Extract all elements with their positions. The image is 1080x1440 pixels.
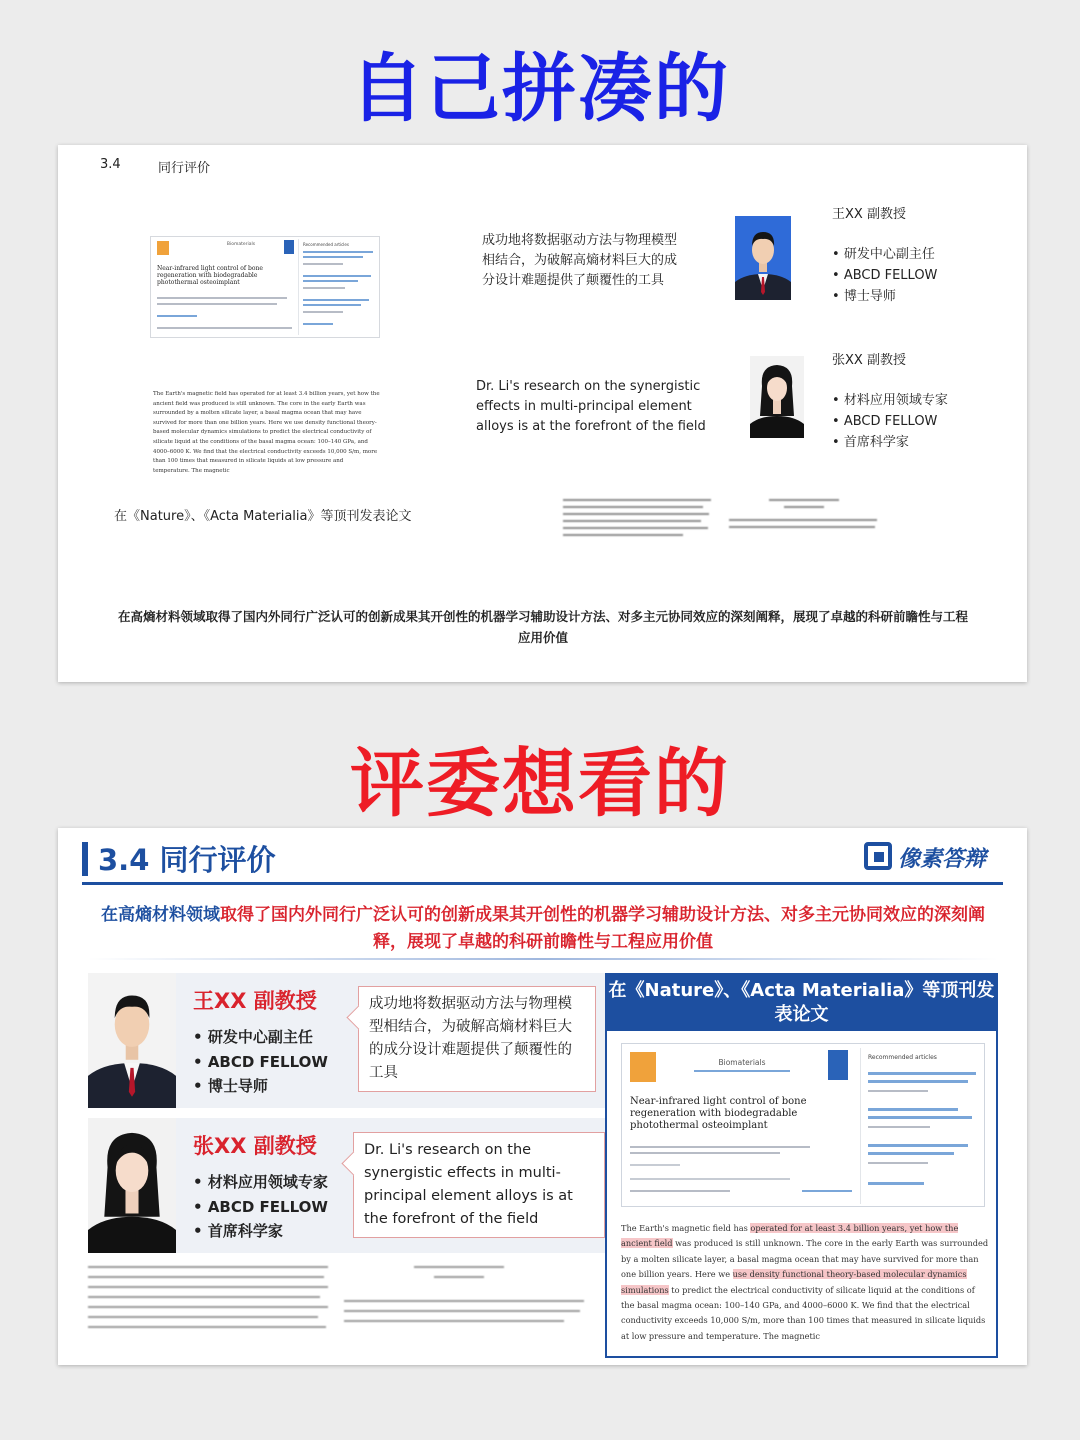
avatar-male <box>735 216 791 300</box>
slide-before <box>58 145 1027 682</box>
person1-role: • ABCD FELLOW <box>832 265 937 286</box>
highlight-part2: 取得了国内外同行广泛认可的创新成果其开创性的机器学习辅助设计方法、对多主元协同效应的深刻阐释，展现了卓越的科研前瞻性与工程应用价值 <box>220 905 985 952</box>
person2-role: • ABCD FELLOW <box>832 411 948 432</box>
paper-screenshot <box>150 236 380 338</box>
avatar-female <box>88 1118 176 1253</box>
person1-name: 王XX 副教授 <box>193 989 317 1013</box>
person2-name: 张XX 副教授 <box>832 353 906 368</box>
avatar-female <box>750 356 804 438</box>
publication-header: 在《Nature》、《Acta Materialia》等顶刊发表论文 <box>607 975 996 1031</box>
person1-role: • 博士导师 <box>193 1074 328 1099</box>
person2-quote: Dr. Li's research on the synergistic effects in multi-principal element alloys is at the forefront of the field <box>353 1132 605 1238</box>
brand-logo-text: 像素答辩 <box>898 847 987 872</box>
recommended-label: Recommended articles <box>303 242 349 247</box>
blurred-math-snippet <box>563 499 873 541</box>
person1-role: • 研发中心副主任 <box>832 244 937 265</box>
person1-card <box>88 973 610 1108</box>
bottom-heading: 评委想看的 <box>350 741 730 827</box>
highlight-statement <box>98 902 988 956</box>
portrait-female-icon <box>750 356 804 438</box>
section-title: 同行评价 <box>158 161 211 176</box>
portrait-female-icon <box>88 1118 176 1253</box>
highlight-part1: 在高熵材料领域 <box>101 905 220 925</box>
person1-name: 王XX 副教授 <box>832 207 906 222</box>
slide-after <box>58 828 1027 1365</box>
paper-screenshot <box>621 1043 985 1207</box>
paper-abstract: The Earth's magnetic field has operated for at least 3.4 billion years, yet how the ancient field was produced is still unknown. The core in the early Earth was surrounded by a molten silicate layer, a basal magma ocean that may have survived for more than one billion years. Here we use density functional theory-based molecular dynamics simulations to predict the electrical conductivity of silicate liquid at the conditions of the basal magma ocean: 100–140 GPa, and 4000–6000 K. We find that the electrical conductivity exceeds 10,000 S/m, more than 100 times that measured in silicate liquids at low pressure and temperature. The magnetic <box>621 1223 989 1341</box>
peer-quote-cn: 成功地将数据驱动方法与物理模型相结合，为破解高熵材料巨大的成分设计难题提供了颠覆性的工具 <box>482 233 678 288</box>
person1-roles <box>193 1025 328 1099</box>
avatar-male <box>88 973 176 1108</box>
abstract-highlight: operated for at least 3.4 billion years, yet how the ancient field <box>621 1223 959 1249</box>
person1-role: • 博士导师 <box>832 286 937 307</box>
section-number: 3.4 <box>100 157 121 172</box>
abstract-highlight: use density functional theory-based molecular dynamics simulations <box>621 1269 967 1295</box>
paper-abstract: The Earth's magnetic field has operated for at least 3.4 billion years, yet how the ancient field was produced is still unknown. The core in the early Earth was surrounded by a molten silicate layer, a basal magma ocean that may have survived for more than one billion years. Here we use density functional theory-based molecular dynamics simulations to predict the electrical conductivity of silicate liquid at the conditions of the basal magma ocean: 100–140 GPa, and 4000–6000 K. We find that the electrical conductivity exceeds 10,000 S/m, more than 100 times that measured in silicate liquids at low pressure and temperature. The magnetic <box>153 391 380 474</box>
publisher-logo-icon <box>630 1052 656 1082</box>
title-accent-bar <box>82 842 88 876</box>
person2-role: • ABCD FELLOW <box>193 1195 328 1220</box>
peer-quote-en: Dr. Li's research on the synergistic effects in multi-principal element alloys is at the forefront of the field <box>476 379 706 434</box>
journal-cover-icon <box>284 240 294 254</box>
paper-title: Near-infrared light control of bone regeneration with biodegradable photothermal osteoimplant <box>157 265 263 287</box>
portrait-male-icon <box>88 973 176 1108</box>
journal-cover-icon <box>828 1050 848 1080</box>
recommended-label: Recommended articles <box>868 1054 937 1061</box>
person2-name: 张XX 副教授 <box>193 1134 317 1158</box>
publisher-logo-icon <box>157 241 169 255</box>
slide-title: 3.4 同行评价 <box>98 843 276 877</box>
person1-roles <box>832 244 937 307</box>
person1-quote: 成功地将数据驱动方法与物理模型相结合，为破解高熵材料巨大的成分设计难题提供了颠覆性的工具 <box>358 986 596 1092</box>
person1-role: • 研发中心副主任 <box>193 1025 328 1050</box>
person2-role: • 材料应用领域专家 <box>193 1170 328 1195</box>
paper-journal: Biomaterials <box>718 1058 766 1067</box>
conclusion-text: 在高熵材料领域取得了国内外同行广泛认可的创新成果其开创性的机器学习辅助设计方法、对多主元协同效应的深刻阐释，展现了卓越的科研前瞻性与工程应用价值 <box>118 609 969 645</box>
person2-roles <box>832 390 948 453</box>
person2-card <box>88 1118 610 1253</box>
paper-journal: Biomaterials <box>226 242 256 247</box>
publication-note: 在《Nature》、《Acta Materialia》等顶刊发表论文 <box>114 509 412 524</box>
person1-role: • ABCD FELLOW <box>193 1050 328 1075</box>
portrait-male-icon <box>735 216 791 300</box>
brand-logo-icon <box>864 842 892 870</box>
person2-role: • 首席科学家 <box>193 1219 328 1244</box>
person2-role: • 材料应用领域专家 <box>832 390 948 411</box>
person2-roles <box>193 1170 328 1244</box>
top-heading: 自己拼凑的 <box>350 46 730 132</box>
brand-logo <box>864 842 1004 872</box>
person2-role: • 首席科学家 <box>832 432 948 453</box>
paper-title: Near-infrared light control of bone regeneration with biodegradable photothermal osteoimplant <box>630 1096 807 1131</box>
title-rule <box>82 882 1003 885</box>
publication-panel <box>605 973 998 1358</box>
highlight-divider <box>88 958 998 960</box>
blurred-math-snippet <box>88 1266 588 1336</box>
